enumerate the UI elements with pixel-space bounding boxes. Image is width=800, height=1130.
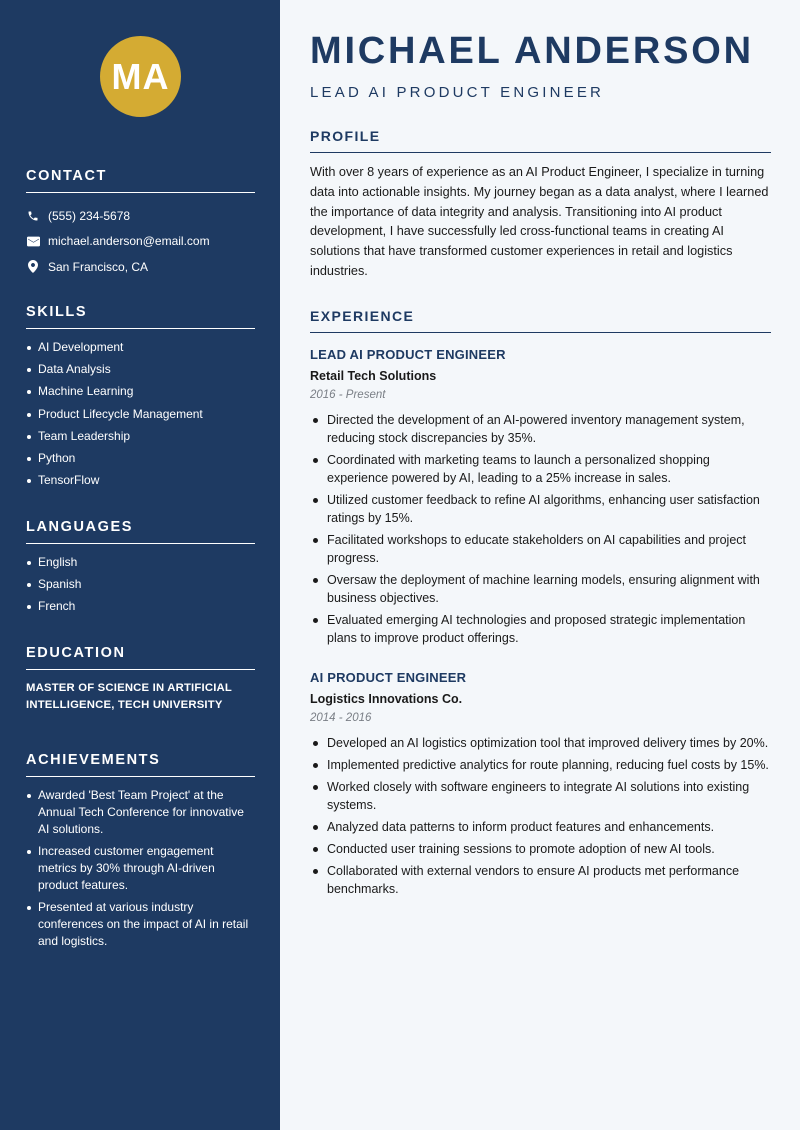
job-bullets bbox=[310, 734, 772, 898]
profile-heading: PROFILE bbox=[310, 128, 771, 153]
skill-item: Data Analysis bbox=[26, 361, 255, 378]
language-item: Spanish bbox=[26, 576, 255, 593]
skills-heading: SKILLS bbox=[26, 304, 255, 329]
job-bullet: Facilitated workshops to educate stakeholders on AI capabilities and project progress. bbox=[310, 531, 772, 567]
job-dates: 2014 - 2016 bbox=[310, 712, 372, 724]
skill-item: Team Leadership bbox=[26, 428, 255, 445]
candidate-name: MICHAEL ANDERSON bbox=[310, 30, 754, 72]
job-bullet: Oversaw the deployment of machine learning models, ensuring alignment with business objectives. bbox=[310, 571, 772, 607]
job-bullet: Worked closely with software engineers to integrate AI solutions into existing systems. bbox=[310, 778, 772, 814]
achievement-item: Presented at various industry conferences on the impact of AI in retail and logistics. bbox=[26, 899, 255, 950]
job-entry bbox=[310, 670, 772, 902]
phone-text: (555) 234-5678 bbox=[48, 208, 131, 223]
language-item: French bbox=[26, 598, 255, 615]
education-degree: MASTER OF SCIENCE IN ARTIFICIAL INTELLIGENCE, TECH UNIVERSITY bbox=[26, 682, 232, 711]
job-title: AI PRODUCT ENGINEER bbox=[310, 670, 467, 685]
email-text: michael.anderson@email.com bbox=[48, 234, 210, 249]
contact-section bbox=[26, 168, 255, 280]
contact-location bbox=[26, 254, 255, 280]
location-pin-icon bbox=[26, 260, 40, 274]
job-bullet: Conducted user training sessions to promote adoption of new AI tools. bbox=[310, 840, 772, 858]
job-entry bbox=[310, 347, 772, 651]
contact-email bbox=[26, 229, 255, 255]
languages-list bbox=[26, 554, 255, 615]
job-bullet: Evaluated emerging AI technologies and proposed strategic implementation plans to improve product offerings. bbox=[310, 611, 772, 647]
education-section bbox=[26, 645, 255, 714]
profile-text: With over 8 years of experience as an AI Product Engineer, I specialize in turning data into actionable insights. My journey began as a data analyst, where I learned the importance of data integrity and analysis. Transitioning into AI product development, I have successfully led cross-functional teams in creating AI solutions that have transformed customer experiences in retail and logistics industries. bbox=[310, 165, 769, 278]
experience-heading: EXPERIENCE bbox=[310, 308, 771, 333]
job-bullet: Developed an AI logistics optimization tool that improved delivery times by 20%. bbox=[310, 734, 772, 752]
job-bullet: Analyzed data patterns to inform product features and enhancements. bbox=[310, 818, 772, 836]
skill-item: TensorFlow bbox=[26, 472, 255, 489]
languages-section bbox=[26, 519, 255, 621]
contact-phone bbox=[26, 203, 255, 229]
candidate-title: LEAD AI PRODUCT ENGINEER bbox=[310, 84, 605, 101]
job-company: Logistics Innovations Co. bbox=[310, 692, 463, 706]
mail-icon bbox=[26, 234, 40, 248]
achievements-list bbox=[26, 787, 255, 950]
skill-item: Machine Learning bbox=[26, 383, 255, 400]
location-text: San Francisco, CA bbox=[48, 259, 149, 274]
contact-heading: CONTACT bbox=[26, 168, 255, 193]
job-company: Retail Tech Solutions bbox=[310, 369, 437, 383]
skills-section bbox=[26, 304, 255, 494]
achievement-item: Increased customer engagement metrics by 30% through AI-driven product features. bbox=[26, 843, 255, 894]
job-bullet: Implemented predictive analytics for route planning, reducing fuel costs by 15%. bbox=[310, 756, 772, 774]
achievements-heading: ACHIEVEMENTS bbox=[26, 752, 255, 777]
job-bullet: Collaborated with external vendors to ensure AI products met performance benchmarks. bbox=[310, 862, 772, 898]
job-bullet: Utilized customer feedback to refine AI algorithms, enhancing user satisfaction ratings by 15%. bbox=[310, 491, 772, 527]
skill-item: AI Development bbox=[26, 339, 255, 356]
skill-item: Product Lifecycle Management bbox=[26, 406, 255, 423]
phone-icon bbox=[26, 209, 40, 223]
job-bullet: Coordinated with marketing teams to launch a personalized shopping experience powered by AI, leading to a 25% increase in sales. bbox=[310, 451, 772, 487]
avatar: MA bbox=[100, 36, 181, 117]
language-item: English bbox=[26, 554, 255, 571]
sidebar bbox=[0, 0, 280, 1130]
achievement-item: Awarded 'Best Team Project' at the Annual Tech Conference for innovative AI solutions. bbox=[26, 787, 255, 838]
job-bullet: Directed the development of an AI-powered inventory management system, reducing stock discrepancies by 35%. bbox=[310, 411, 772, 447]
job-bullets bbox=[310, 411, 772, 647]
education-heading: EDUCATION bbox=[26, 645, 255, 670]
languages-heading: LANGUAGES bbox=[26, 519, 255, 544]
job-dates: 2016 - Present bbox=[310, 389, 386, 401]
achievements-section bbox=[26, 752, 255, 955]
skills-list bbox=[26, 339, 255, 489]
job-title: LEAD AI PRODUCT ENGINEER bbox=[310, 347, 506, 362]
skill-item: Python bbox=[26, 450, 255, 467]
